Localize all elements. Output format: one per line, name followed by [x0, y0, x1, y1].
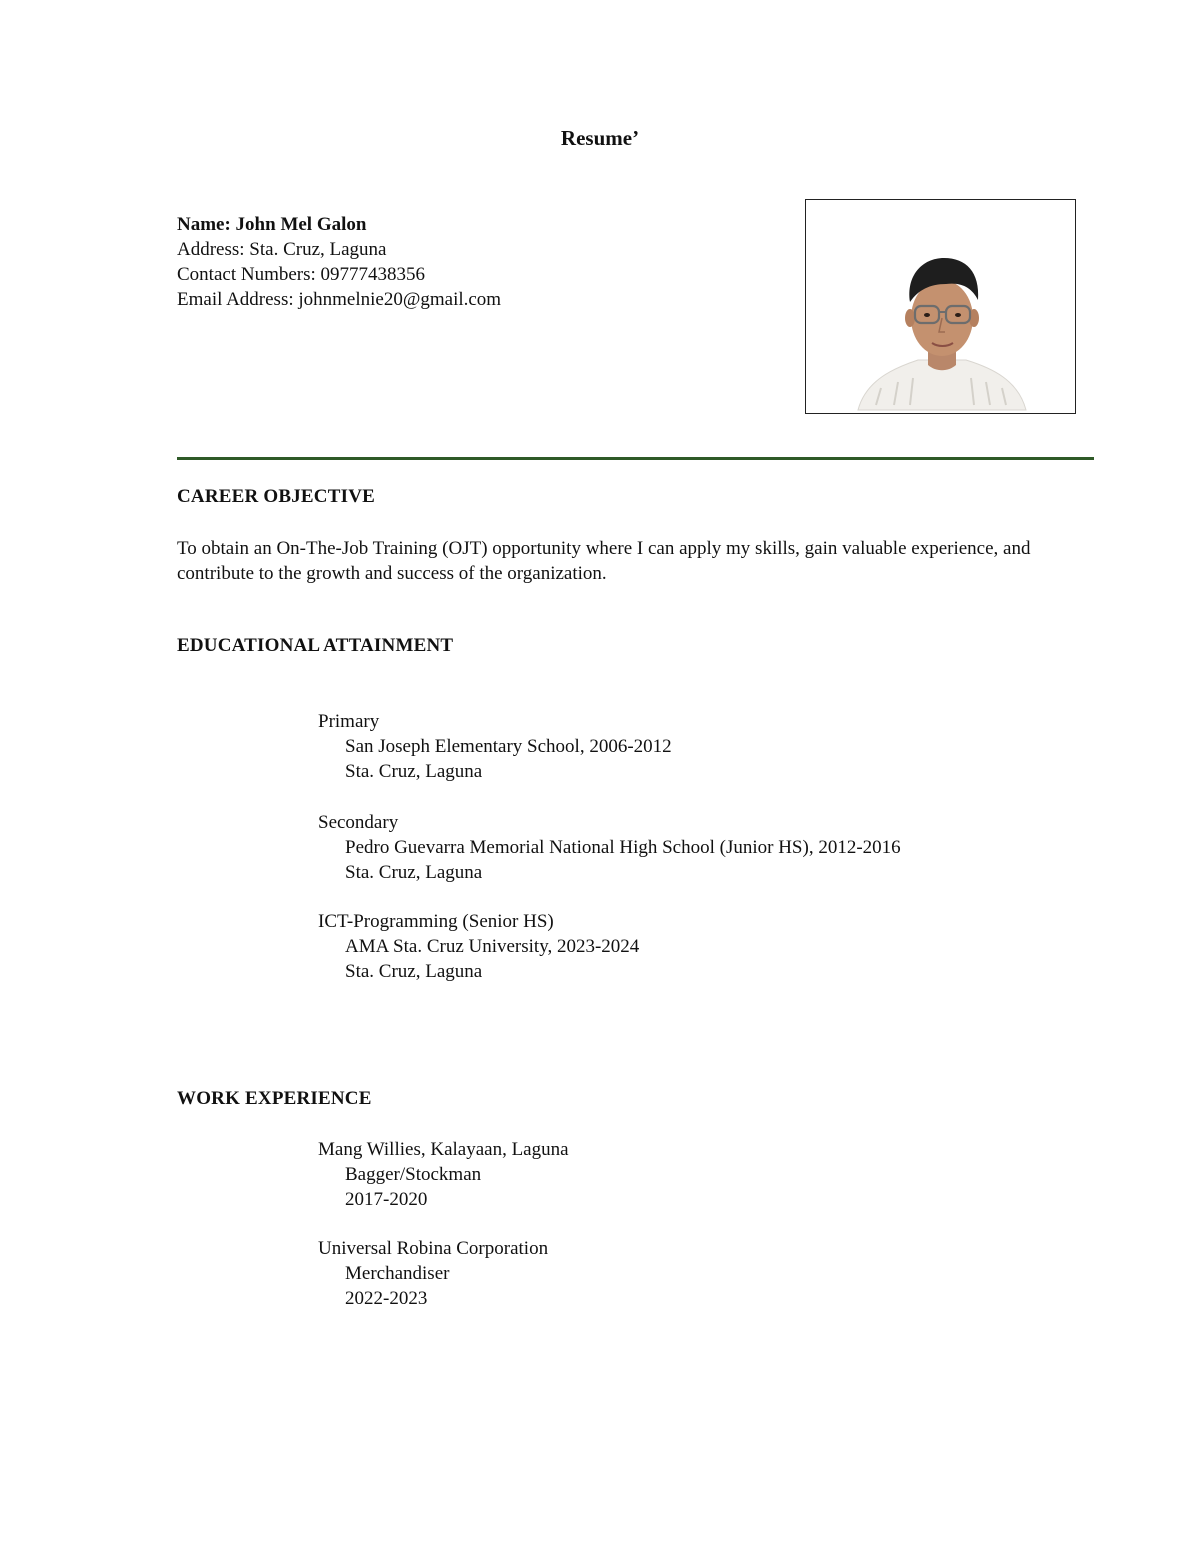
career-objective-heading: CAREER OBJECTIVE — [177, 486, 375, 507]
education-school: Pedro Guevarra Memorial National High School (Junior HS), 2012-2016 — [345, 837, 901, 858]
education-entry — [318, 709, 672, 784]
education-level: Secondary — [318, 812, 399, 833]
work-employer: Mang Willies, Kalayaan, Laguna — [318, 1139, 569, 1160]
email-line: Email Address: johnmelnie20@gmail.com — [177, 289, 502, 310]
profile-photo — [805, 199, 1076, 414]
address-line: Address: Sta. Cruz, Laguna — [177, 239, 387, 260]
work-employer: Universal Robina Corporation — [318, 1238, 549, 1259]
profile-photo-illustration — [806, 200, 1076, 414]
name-line: Name: John Mel Galon — [177, 214, 367, 235]
work-years: 2022-2023 — [345, 1288, 428, 1309]
education-heading: EDUCATIONAL ATTAINMENT — [177, 635, 454, 656]
career-objective-text: To obtain an On-The-Job Training (OJT) opportunity where I can apply my skills, gain valuable experience, and contribute to the growth and success of the organization. — [177, 538, 1031, 584]
header-divider — [177, 457, 1094, 460]
work-position: Merchandiser — [345, 1263, 450, 1284]
education-location: Sta. Cruz, Laguna — [345, 862, 483, 883]
work-position: Bagger/Stockman — [345, 1164, 482, 1185]
contact-block — [177, 212, 501, 312]
work-years: 2017-2020 — [345, 1189, 428, 1210]
work-entry — [318, 1137, 569, 1212]
work-entry — [318, 1236, 548, 1311]
work-experience-heading: WORK EXPERIENCE — [177, 1088, 372, 1109]
education-entry — [318, 909, 639, 984]
page-title: Resume’ — [560, 126, 640, 150]
education-school: AMA Sta. Cruz University, 2023-2024 — [345, 936, 640, 957]
education-location: Sta. Cruz, Laguna — [345, 961, 483, 982]
education-location: Sta. Cruz, Laguna — [345, 761, 483, 782]
education-entry — [318, 810, 901, 885]
education-level: Primary — [318, 711, 380, 732]
education-school: San Joseph Elementary School, 2006-2012 — [345, 736, 672, 757]
education-level: ICT-Programming (Senior HS) — [318, 911, 554, 932]
contact-number-line: Contact Numbers: 09777438356 — [177, 264, 426, 285]
